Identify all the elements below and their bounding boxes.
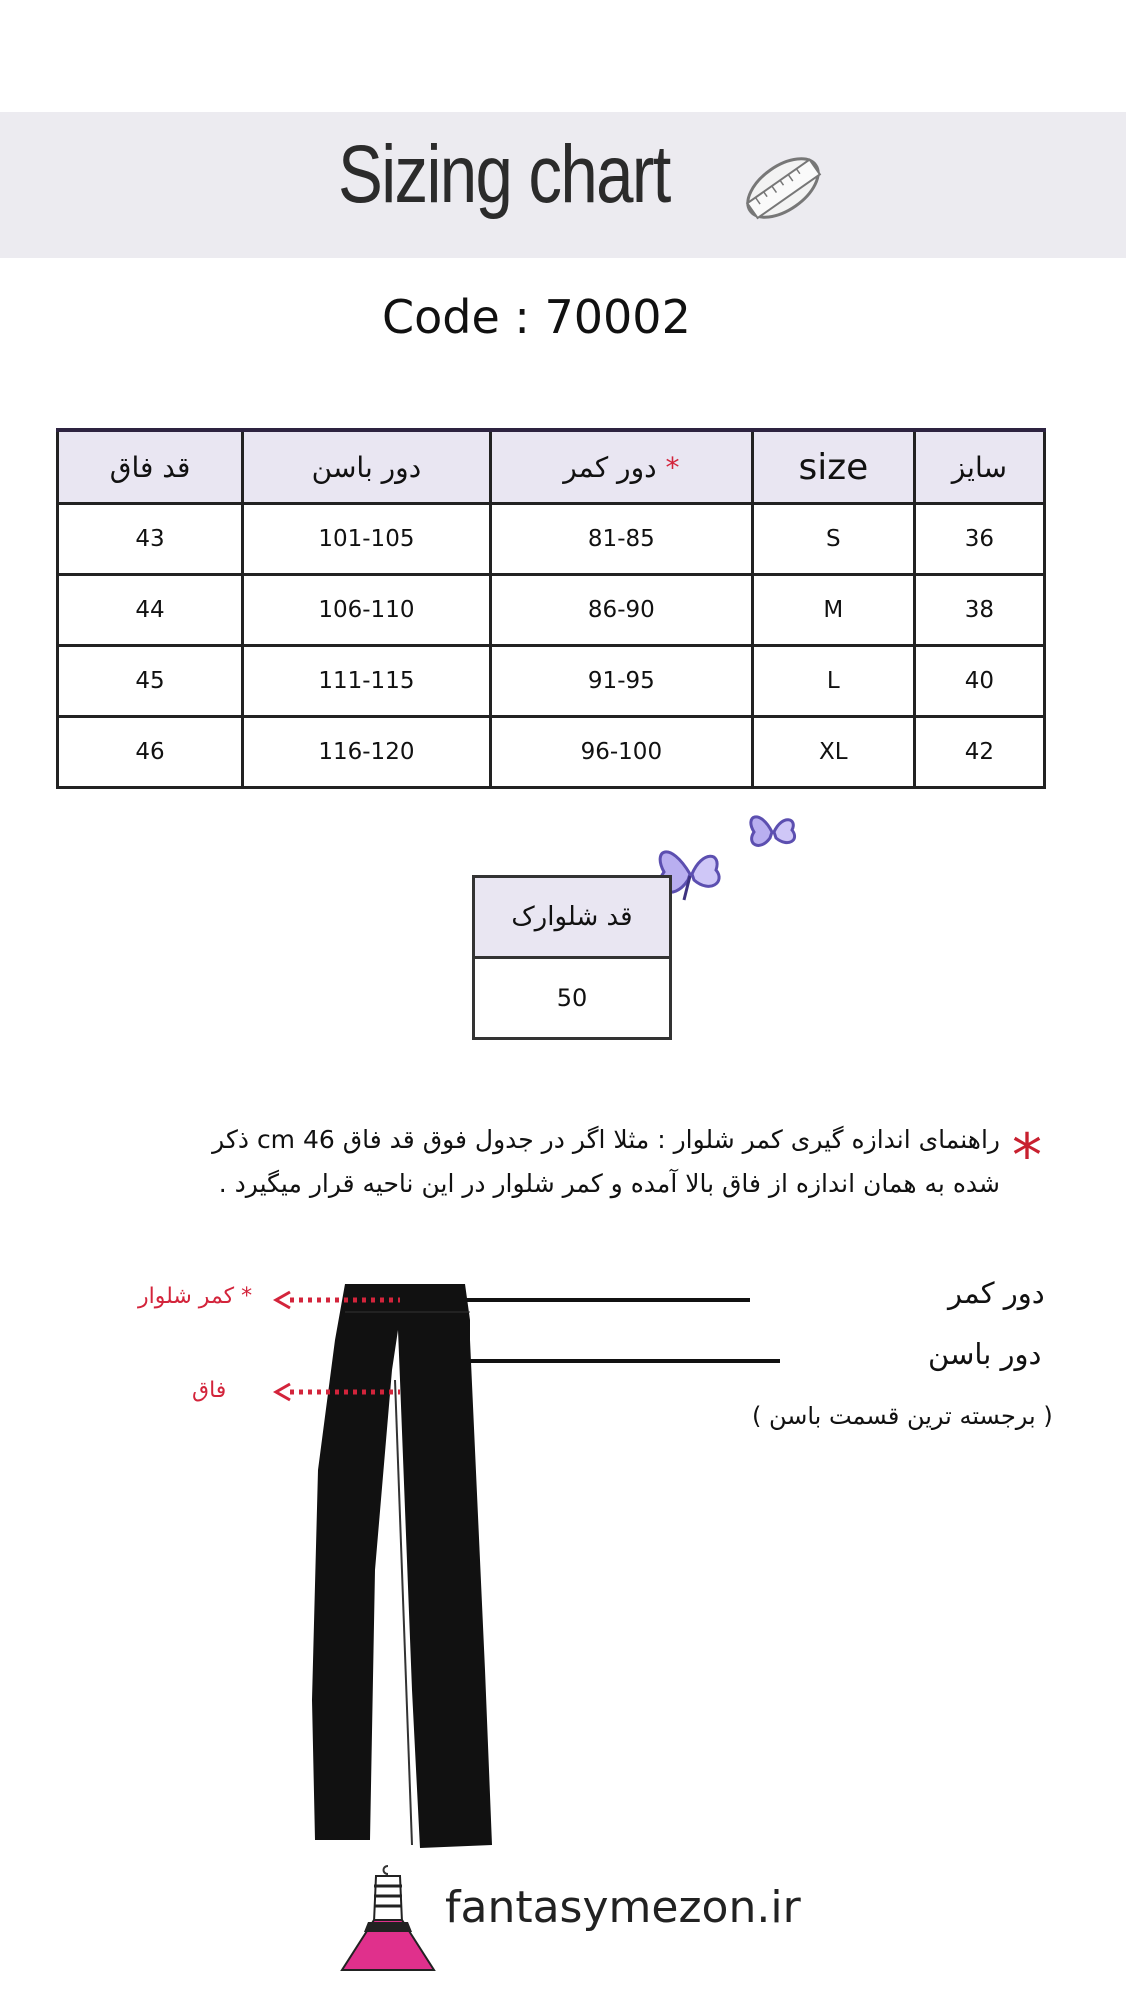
note-star-icon: * bbox=[1012, 1121, 1042, 1191]
cell-rise: 45 bbox=[58, 646, 243, 717]
shorts-header: قد شلوارک bbox=[474, 877, 671, 958]
cell-waist: 81-85 bbox=[490, 504, 752, 575]
cell-size: XL bbox=[752, 717, 914, 788]
product-code: Code : 70002 bbox=[382, 290, 691, 344]
cell-size-num: 38 bbox=[914, 575, 1044, 646]
cell-size-num: 40 bbox=[914, 646, 1044, 717]
cell-hip: 101-105 bbox=[243, 504, 491, 575]
table-row bbox=[58, 646, 1045, 717]
cell-rise: 46 bbox=[58, 717, 243, 788]
cell-size-num: 36 bbox=[914, 504, 1044, 575]
waist-star: * bbox=[665, 450, 680, 484]
cell-rise: 44 bbox=[58, 575, 243, 646]
size-table-header bbox=[58, 430, 1045, 504]
table-row bbox=[58, 504, 1045, 575]
brand-url[interactable]: fantasymezon.ir bbox=[445, 1882, 801, 1933]
cell-waist: 91-95 bbox=[490, 646, 752, 717]
dress-logo-icon bbox=[338, 1862, 438, 1982]
measuring-tape-icon bbox=[735, 140, 831, 236]
header-rise: قد فاق bbox=[58, 430, 243, 504]
cell-waist: 96-100 bbox=[490, 717, 752, 788]
table-row bbox=[58, 575, 1045, 646]
note-line-2: شده به همان اندازه از فاق بالا آمده و کمر شلوار در این ناحیه قرار میگیرد . bbox=[218, 1169, 1000, 1198]
header-waist: دور کمر * bbox=[490, 430, 752, 504]
page-title: Sizing chart bbox=[338, 129, 670, 220]
cell-hip: 116-120 bbox=[243, 717, 491, 788]
shorts-length-table bbox=[472, 875, 672, 1040]
shorts-value: 50 bbox=[474, 958, 671, 1039]
cell-hip: 106-110 bbox=[243, 575, 491, 646]
pants-waist-label: * کمر شلوار bbox=[138, 1284, 253, 1309]
cell-rise: 43 bbox=[58, 504, 243, 575]
cell-waist: 86-90 bbox=[490, 575, 752, 646]
hip-hint: ( برجسته ترین قسمت باسن ) bbox=[752, 1402, 1053, 1430]
cell-hip: 111-115 bbox=[243, 646, 491, 717]
header-size: size bbox=[752, 430, 914, 504]
table-row bbox=[58, 717, 1045, 788]
header-size-fa: سایز bbox=[914, 430, 1044, 504]
cell-size: L bbox=[752, 646, 914, 717]
cell-size-num: 42 bbox=[914, 717, 1044, 788]
cell-size: S bbox=[752, 504, 914, 575]
waist-label: دور کمر bbox=[948, 1276, 1045, 1310]
header-hip: دور باسن bbox=[243, 430, 491, 504]
cell-size: M bbox=[752, 575, 914, 646]
measurement-note bbox=[80, 1118, 1000, 1206]
hip-label: دور باسن bbox=[928, 1337, 1042, 1371]
size-table bbox=[56, 428, 1046, 789]
note-line-1: راهنمای اندازه گیری کمر شلوار : مثلا اگر در جدول فوق قد فاق 46 cm ذکر bbox=[212, 1125, 1000, 1154]
rise-label: فاق bbox=[192, 1378, 227, 1403]
butterfly-small-icon bbox=[742, 800, 802, 860]
